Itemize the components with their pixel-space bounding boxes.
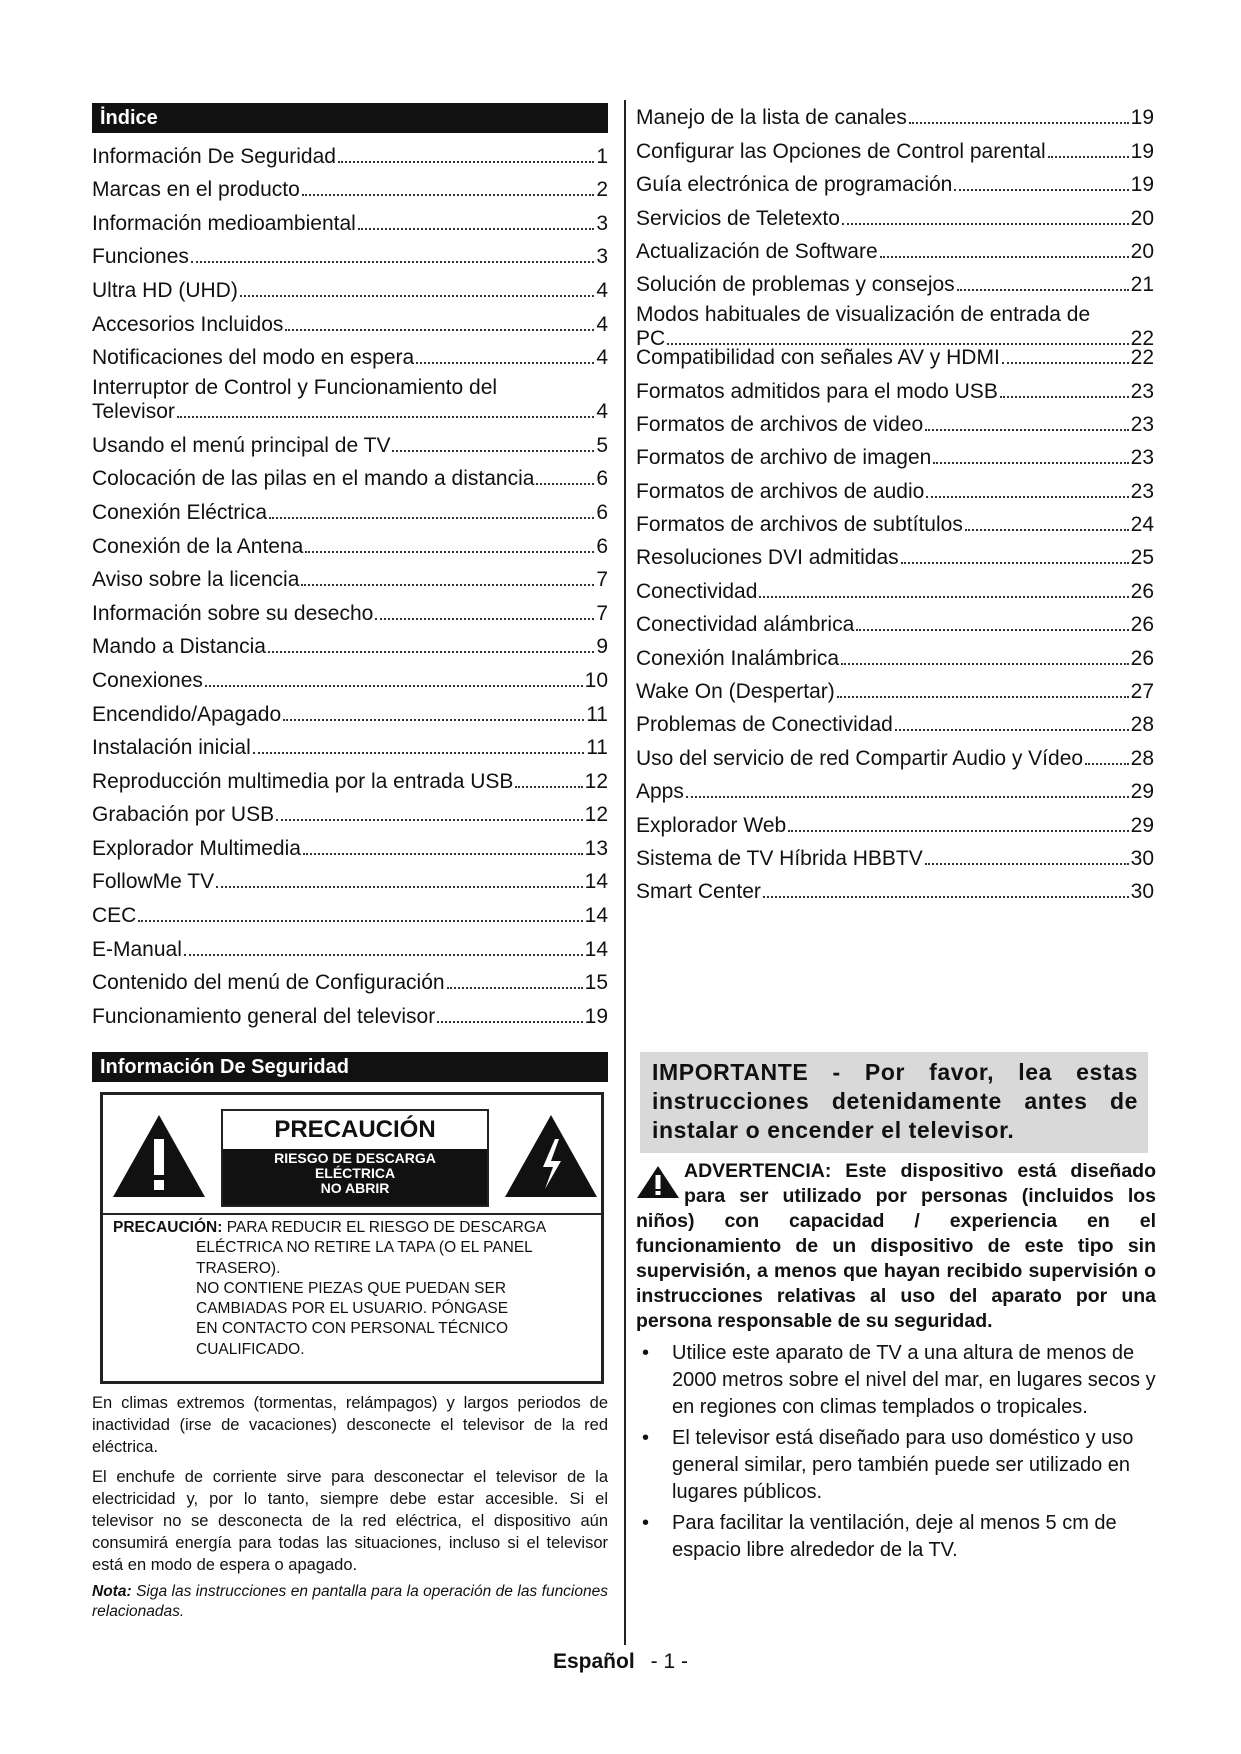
- toc-leader-dots: [667, 343, 1128, 345]
- toc-entry[interactable]: [636, 804, 1154, 837]
- toc-entry-page: 23: [1130, 379, 1154, 403]
- toc-entry[interactable]: [636, 231, 1154, 264]
- toc-entry-page: 14: [584, 870, 608, 894]
- toc-entry[interactable]: [636, 604, 1154, 637]
- toc-entry[interactable]: [92, 525, 608, 559]
- toc-entry-title: Uso del servicio de red Compartir Audio y Vídeo: [636, 746, 1084, 770]
- toc-leader-dots: [305, 551, 594, 553]
- toc-leader-dots: [392, 450, 594, 452]
- toc-entry-title: Colocación de las pilas en el mando a distancia: [92, 467, 535, 491]
- toc-entry[interactable]: [636, 771, 1154, 804]
- toc-leader-dots: [184, 954, 583, 956]
- toc-entry-page: 6: [596, 467, 608, 491]
- caution-label-box: [221, 1109, 489, 1207]
- toc-entry[interactable]: [636, 704, 1154, 737]
- toc-leader-dots: [437, 1021, 582, 1023]
- caution-text-line: CUALIFICADO.: [196, 1340, 305, 1358]
- important-box: IMPORTANTE - Por favor, lea estas instrucciones detenidamente antes de instalar o encender el televisor.: [640, 1052, 1148, 1153]
- toc-entry-title: Explorador Web: [636, 813, 787, 837]
- small-warning-icon: [636, 1165, 680, 1206]
- toc-entry[interactable]: [636, 871, 1154, 904]
- safety-paragraph-plug: El enchufe de corriente sirve para desconectar el televisor de la electricidad y, por lo tanto, siempre debe estar accesible. Si el televisor no se desconecta de la red eléctrica, el dispositivo aún consumirá energía para todas las situaciones, incluso si el televisor está en modo de espera o apagado.: [92, 1468, 608, 1574]
- important-section: [636, 1052, 1156, 1564]
- toc-left-list: [92, 135, 608, 1029]
- caution-black-line: RIESGO DE DESCARGA: [274, 1150, 436, 1166]
- toc-entry-title: Usando el menú principal de TV: [92, 433, 391, 457]
- toc-entry[interactable]: [92, 659, 608, 693]
- toc-entry-title: Conexión de la Antena: [92, 534, 304, 558]
- toc-entry-title: Información medioambiental: [92, 211, 356, 235]
- caution-text-line: NO CONTIENE PIEZAS QUE PUEDAN SER: [196, 1279, 507, 1297]
- toc-entry-page: 23: [1130, 446, 1154, 470]
- index-title: İndice: [92, 103, 608, 133]
- toc-entry-title: Wake On (Despertar): [636, 680, 835, 704]
- toc-leader-dots: [177, 416, 594, 418]
- toc-entry[interactable]: [636, 504, 1154, 537]
- toc-entry[interactable]: [92, 169, 608, 203]
- toc-entry-title: Guía electrónica de programación: [636, 173, 953, 197]
- toc-entry-title: Accesorios Incluidos: [92, 312, 284, 336]
- toc-entry[interactable]: [636, 264, 1154, 297]
- toc-entry-title: Ultra HD (UHD): [92, 278, 238, 302]
- toc-entry[interactable]: [636, 130, 1154, 163]
- bullet-mark: •: [642, 1342, 650, 1364]
- toc-entry-page: 26: [1130, 579, 1154, 603]
- toc-leader-dots: [1000, 396, 1129, 398]
- toc-entry-title: Conexión Inalámbrica: [636, 646, 840, 670]
- toc-entry[interactable]: [92, 202, 608, 236]
- bullet-text: El televisor está diseñado para uso doméstico y uso general similar, pero también puede ser utilizado en lugares públicos.: [672, 1427, 1134, 1503]
- toc-entry-page: 28: [1130, 746, 1154, 770]
- toc-entry[interactable]: [636, 197, 1154, 230]
- caution-title: PRECAUCIÓN: [274, 1116, 436, 1143]
- toc-leader-dots: [759, 596, 1128, 598]
- note-label: Nota:: [92, 1583, 132, 1600]
- caution-black-line: NO ABRIR: [320, 1180, 390, 1196]
- toc-entry[interactable]: [92, 491, 608, 525]
- caution-text-line: CAMBIADAS POR EL USUARIO. PÓNGASE: [196, 1300, 509, 1318]
- toc-entry-page: 19: [1130, 139, 1154, 163]
- note-text: Siga las instrucciones en pantalla para la operación de las funciones relacionadas.: [92, 1583, 608, 1620]
- caution-text-line: ELÉCTRICA NO RETIRE LA TAPA (O EL PANEL: [196, 1239, 533, 1257]
- toc-leader-dots: [515, 786, 582, 788]
- toc-entry-page: 23: [1130, 412, 1154, 436]
- toc-entry[interactable]: [92, 269, 608, 303]
- toc-entry-title: E-Manual: [92, 937, 182, 961]
- toc-entry-title: Sistema de TV Híbrida HBBTV: [636, 846, 923, 870]
- toc-leader-dots: [841, 663, 1129, 665]
- toc-entry-title-cont: Televisor: [92, 400, 175, 424]
- toc-entry[interactable]: [92, 370, 608, 424]
- toc-entry-page: 23: [1130, 479, 1154, 503]
- toc-leader-dots: [302, 194, 595, 196]
- toc-entry-page: 19: [584, 1004, 608, 1028]
- toc-entry[interactable]: [636, 404, 1154, 437]
- toc-leader-dots: [301, 584, 594, 586]
- toc-entry-page: 19: [1130, 106, 1154, 130]
- toc-leader-dots: [205, 685, 583, 687]
- toc-entry[interactable]: [92, 693, 608, 727]
- toc-leader-dots: [303, 853, 583, 855]
- toc-entry-title: Smart Center: [636, 880, 761, 904]
- toc-entry-page: 4: [596, 400, 608, 424]
- toc-entry-page: 30: [1130, 880, 1154, 904]
- toc-leader-dots: [925, 429, 1129, 431]
- toc-leader-dots: [416, 362, 594, 364]
- toc-entry[interactable]: [92, 592, 608, 626]
- toc-entry[interactable]: [92, 894, 608, 928]
- toc-entry[interactable]: [92, 861, 608, 895]
- toc-entry[interactable]: [636, 297, 1154, 351]
- toc-entry-title: CEC: [92, 904, 137, 928]
- safety-note: [92, 1582, 608, 1622]
- toc-entry[interactable]: [92, 135, 608, 169]
- toc-leader-dots: [138, 920, 582, 922]
- toc-entry-page: 29: [1130, 780, 1154, 804]
- toc-leader-dots: [269, 517, 594, 519]
- toc-entry-title: Solución de problemas y consejos: [636, 273, 955, 297]
- toc-entry-title: Información De Seguridad: [92, 144, 336, 168]
- toc-entry-title: Formatos de archivo de imagen: [636, 446, 932, 470]
- toc-leader-dots: [375, 618, 594, 620]
- toc-entry-title: Mando a Distancia: [92, 635, 266, 659]
- toc-entry-title: Apps: [636, 780, 684, 804]
- warning-paragraph: [636, 1159, 1156, 1334]
- toc-leader-dots: [253, 752, 584, 754]
- toc-entry-title: Interruptor de Control y Funcionamiento del: [92, 376, 498, 400]
- toc-leader-dots: [788, 830, 1128, 832]
- column-divider: [624, 100, 626, 1645]
- toc-entry-page: 7: [596, 601, 608, 625]
- toc-right-list: [636, 97, 1154, 904]
- caution-black-line: ELÉCTRICA: [314, 1165, 396, 1181]
- toc-entry-title: Información sobre su desecho: [92, 601, 374, 625]
- toc-entry[interactable]: [636, 470, 1154, 503]
- toc-leader-dots: [933, 462, 1128, 464]
- caution-text: [113, 1218, 593, 1360]
- toc-entry[interactable]: [92, 236, 608, 270]
- toc-entry-title: Funciones: [92, 245, 189, 269]
- toc-entry-title: FollowMe TV: [92, 870, 215, 894]
- toc-leader-dots: [901, 562, 1129, 564]
- toc-leader-dots: [1002, 362, 1129, 364]
- toc-entry-title: Notificaciones del modo en espera: [92, 346, 415, 370]
- toc-entry-title: Servicios de Teletexto: [636, 206, 840, 230]
- safety-title: Información De Seguridad: [92, 1052, 608, 1082]
- toc-entry-title: Problemas de Conectividad: [636, 713, 893, 737]
- toc-entry-title: Formatos admitidos para el modo USB: [636, 379, 998, 403]
- toc-leader-dots: [842, 223, 1129, 225]
- toc-entry-title: Funcionamiento general del televisor: [92, 1004, 436, 1028]
- toc-entry-page: 19: [1130, 173, 1154, 197]
- toc-entry-title: Formatos de archivos de audio: [636, 479, 925, 503]
- caution-separator: [103, 1213, 601, 1215]
- toc-entry-title: Manejo de la lista de canales: [636, 106, 907, 130]
- toc-entry-page: 14: [584, 937, 608, 961]
- toc-leader-dots: [856, 629, 1128, 631]
- toc-leader-dots: [926, 496, 1128, 498]
- toc-entry[interactable]: [636, 437, 1154, 470]
- bullet-item: [636, 1340, 1156, 1421]
- toc-entry[interactable]: [92, 337, 608, 371]
- toc-entry[interactable]: [92, 827, 608, 861]
- toc-entry-title: Reproducción multimedia por la entrada USB: [92, 769, 514, 793]
- toc-entry-title-cont: PC: [636, 327, 666, 351]
- toc-entry-title: Encendido/Apagado: [92, 702, 282, 726]
- toc-entry[interactable]: [636, 637, 1154, 670]
- toc-entry-page: 20: [1130, 239, 1154, 263]
- toc-entry[interactable]: [92, 928, 608, 962]
- toc-entry[interactable]: [636, 570, 1154, 603]
- toc-entry[interactable]: [92, 794, 608, 828]
- toc-leader-dots: [763, 896, 1129, 898]
- toc-entry-page: 26: [1130, 646, 1154, 670]
- toc-entry-page: 7: [596, 568, 608, 592]
- important-bullets: [636, 1340, 1156, 1564]
- toc-leader-dots: [957, 289, 1129, 291]
- toc-leader-dots: [686, 796, 1129, 798]
- toc-entry-page: 15: [584, 971, 608, 995]
- toc-leader-dots: [954, 189, 1128, 191]
- toc-entry-page: 21: [1130, 273, 1154, 297]
- caution-text-label: PRECAUCIÓN:: [113, 1219, 223, 1236]
- toc-entry-title: Instalación inicial: [92, 736, 251, 760]
- toc-entry-page: 11: [586, 736, 608, 760]
- bullet-text: Para facilitar la ventilación, deje al menos 5 cm de espacio libre alrededor de la TV.: [672, 1512, 1117, 1561]
- toc-entry-page: 30: [1130, 846, 1154, 870]
- toc-leader-dots: [837, 696, 1129, 698]
- bullet-mark: •: [642, 1512, 650, 1534]
- bullet-mark: •: [642, 1427, 650, 1449]
- bullet-item: [636, 1425, 1156, 1506]
- toc-entry-page: 22: [1130, 346, 1154, 370]
- toc-entry-page: 28: [1130, 713, 1154, 737]
- toc-leader-dots: [447, 987, 583, 989]
- safety-paragraph-climate: En climas extremos (tormentas, relámpagos) y largos periodos de inactividad (irse de vacaciones) desconecte el televisor de la red eléctrica.: [92, 1394, 608, 1456]
- toc-entry[interactable]: [92, 727, 608, 761]
- toc-entry-page: 10: [584, 668, 608, 692]
- toc-entry-page: 4: [596, 312, 608, 336]
- toc-entry[interactable]: [92, 626, 608, 660]
- toc-entry[interactable]: [92, 559, 608, 593]
- toc-entry[interactable]: [636, 737, 1154, 770]
- toc-entry-title: Explorador Multimedia: [92, 836, 301, 860]
- toc-entry[interactable]: [636, 370, 1154, 403]
- toc-entry-page: 11: [586, 702, 608, 726]
- bullet-text: Utilice este aparato de TV a una altura de menos de 2000 metros sobre el nivel del mar, en lugares secos y en regiones con climas templados o tropicales.: [672, 1342, 1156, 1418]
- toc-entry-page: 5: [596, 433, 608, 457]
- toc-leader-dots: [965, 529, 1129, 531]
- lightning-warning-icon: [503, 1113, 599, 1199]
- footer-language: Español: [552, 1650, 635, 1673]
- toc-entry-page: 14: [584, 904, 608, 928]
- index-left-column: [92, 103, 608, 1029]
- toc-entry[interactable]: [92, 303, 608, 337]
- toc-leader-dots: [276, 819, 583, 821]
- toc-entry-title: Formatos de archivos de subtítulos: [636, 513, 963, 537]
- toc-entry[interactable]: [636, 97, 1154, 130]
- toc-entry-page: 6: [596, 534, 608, 558]
- toc-leader-dots: [191, 261, 594, 263]
- toc-entry[interactable]: [92, 458, 608, 492]
- toc-leader-dots: [285, 329, 594, 331]
- toc-entry-page: 12: [584, 803, 608, 827]
- toc-entry-title: Contenido del menú de Configuración: [92, 971, 445, 995]
- toc-leader-dots: [240, 295, 594, 297]
- toc-entry-title: Grabación por USB: [92, 803, 275, 827]
- toc-entry-page: 4: [596, 278, 608, 302]
- warning-text: ADVERTENCIA: Este dispositivo está diseñado para ser utilizado por personas (incluidos los niños) con capacidad / experiencia en el funcionamiento de un dispositivo de este tipo sin supervisión, a menos que hayan recibido supervisión o instrucciones relativas al uso del aparato por una persona responsable de su seguridad.: [636, 1160, 1156, 1332]
- toc-leader-dots: [909, 122, 1129, 124]
- toc-entry-page: 27: [1130, 680, 1154, 704]
- toc-entry-page: 20: [1130, 206, 1154, 230]
- toc-entry-title: Marcas en el producto: [92, 178, 300, 202]
- caution-text-line: EN CONTACTO CON PERSONAL TÉCNICO: [196, 1320, 509, 1338]
- toc-entry-page: 29: [1130, 813, 1154, 837]
- caution-box: [100, 1092, 604, 1384]
- toc-entry-page: 12: [584, 769, 608, 793]
- toc-entry-title: Conectividad: [636, 579, 758, 603]
- toc-leader-dots: [925, 863, 1129, 865]
- toc-entry-page: 13: [584, 836, 608, 860]
- toc-entry-title: Modos habituales de visualización de entrada de: [636, 303, 1091, 327]
- toc-entry-title: Compatibilidad con señales AV y HDMI: [636, 346, 1000, 370]
- page-footer: [0, 1650, 1241, 1674]
- toc-entry-title: Conectividad alámbrica: [636, 613, 855, 637]
- toc-entry-page: 9: [596, 635, 608, 659]
- toc-entry[interactable]: [636, 838, 1154, 871]
- toc-leader-dots: [283, 719, 584, 721]
- toc-entry-page: 22: [1130, 327, 1154, 351]
- toc-entry[interactable]: [92, 995, 608, 1029]
- index-right-column: [636, 97, 1154, 904]
- toc-entry-title: Actualización de Software: [636, 239, 878, 263]
- toc-entry-title: Configurar las Opciones de Control parental: [636, 139, 1046, 163]
- toc-entry-title: Aviso sobre la licencia: [92, 568, 300, 592]
- caution-black-banner: [223, 1149, 487, 1205]
- toc-leader-dots: [1085, 763, 1129, 765]
- toc-leader-dots: [1048, 156, 1129, 158]
- toc-entry-page: 3: [596, 211, 608, 235]
- toc-entry[interactable]: [636, 537, 1154, 570]
- toc-leader-dots: [895, 729, 1129, 731]
- toc-entry[interactable]: [92, 424, 608, 458]
- bullet-item: [636, 1510, 1156, 1564]
- toc-entry[interactable]: [92, 760, 608, 794]
- toc-leader-dots: [358, 228, 595, 230]
- toc-entry[interactable]: [92, 962, 608, 996]
- caution-text-first: PARA REDUCIR EL RIESGO DE DESCARGA: [226, 1219, 547, 1236]
- toc-leader-dots: [268, 651, 594, 653]
- toc-entry[interactable]: [636, 337, 1154, 370]
- toc-entry[interactable]: [636, 671, 1154, 704]
- toc-entry-title: Conexión Eléctrica: [92, 500, 268, 524]
- toc-leader-dots: [880, 256, 1129, 258]
- toc-entry-page: 3: [596, 245, 608, 269]
- toc-entry[interactable]: [636, 164, 1154, 197]
- toc-entry-title: Conexiones: [92, 668, 203, 692]
- toc-leader-dots: [216, 886, 582, 888]
- toc-entry-page: 26: [1130, 613, 1154, 637]
- toc-entry-title: Formatos de archivos de video: [636, 412, 924, 436]
- toc-entry-page: 1: [596, 144, 608, 168]
- toc-entry-page: 6: [596, 500, 608, 524]
- toc-entry-title: Resoluciones DVI admitidas: [636, 546, 899, 570]
- exclamation-warning-icon: [111, 1113, 207, 1199]
- toc-entry-page: 24: [1130, 513, 1154, 537]
- toc-leader-dots: [536, 483, 594, 485]
- toc-leader-dots: [338, 161, 594, 163]
- footer-page-number: - 1 -: [650, 1650, 689, 1673]
- caution-text-line: TRASERO).: [196, 1259, 281, 1277]
- toc-entry-page: 25: [1130, 546, 1154, 570]
- safety-section: [92, 1052, 608, 1622]
- toc-entry-page: 4: [596, 346, 608, 370]
- toc-entry-page: 2: [596, 178, 608, 202]
